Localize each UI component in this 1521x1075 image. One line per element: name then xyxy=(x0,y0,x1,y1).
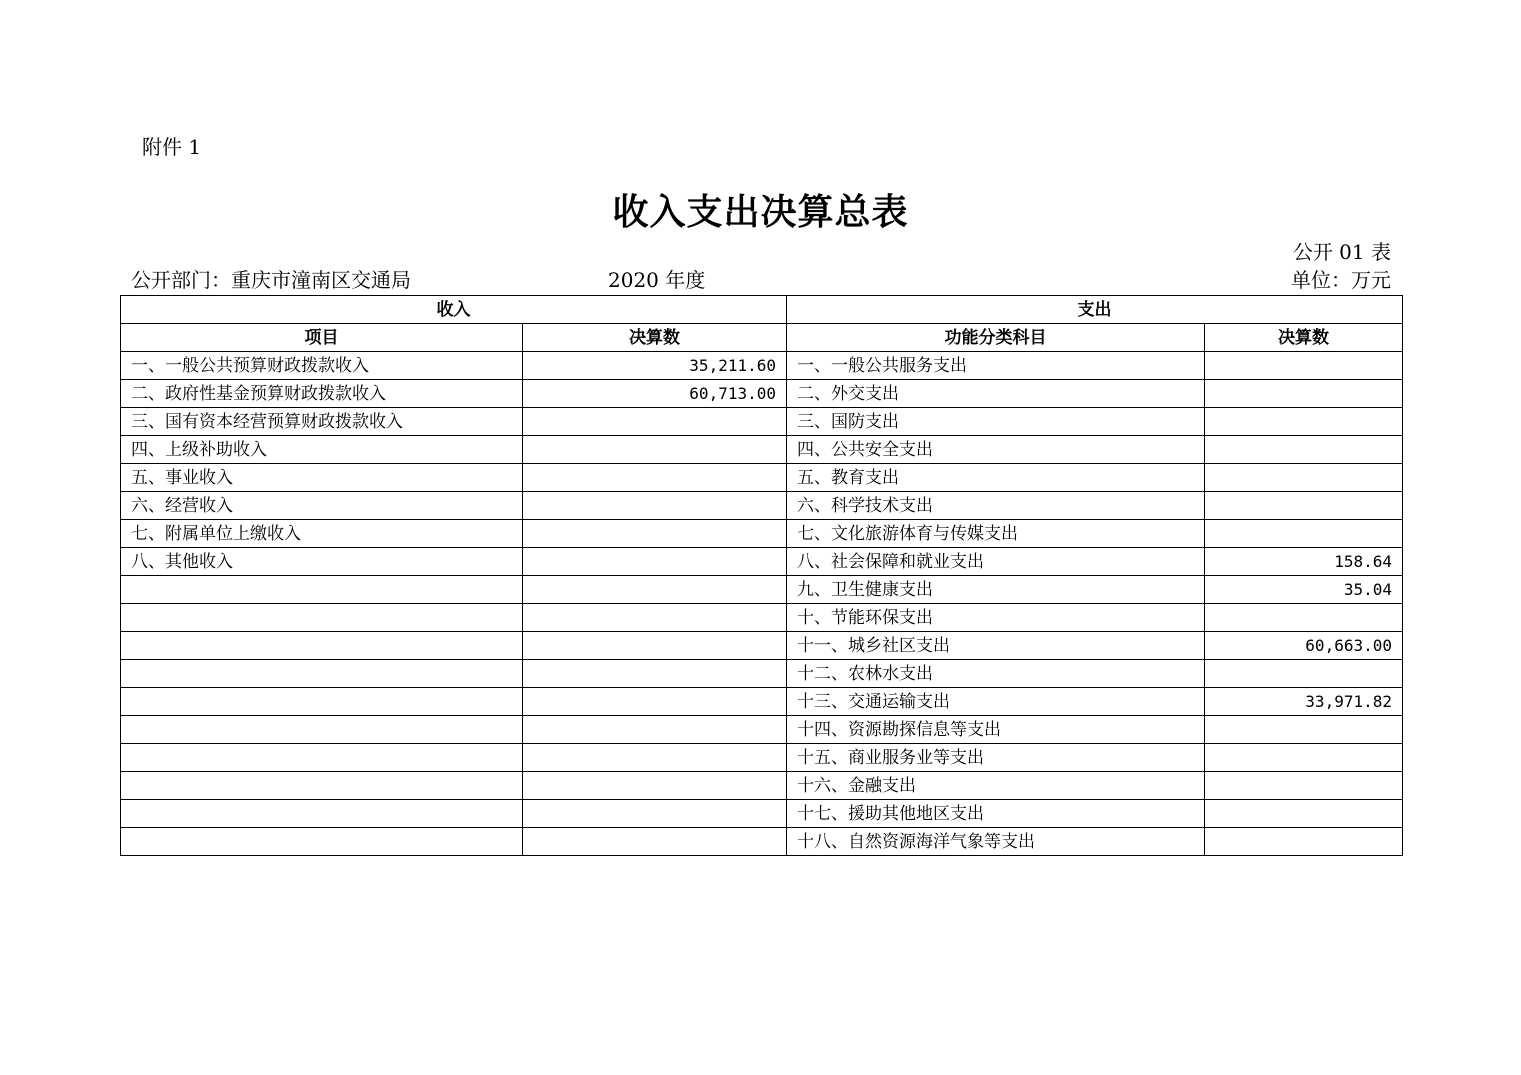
income-amount-cell xyxy=(523,688,787,716)
income-amount-cell xyxy=(523,520,787,548)
expense-item-cell: 九、卫生健康支出 xyxy=(787,576,1205,604)
income-amount-cell: 35,211.60 xyxy=(523,352,787,380)
income-amount-cell xyxy=(523,660,787,688)
income-item-cell: 二、政府性基金预算财政拨款收入 xyxy=(121,380,523,408)
column-header-row xyxy=(121,324,1403,352)
income-amount-cell xyxy=(523,548,787,576)
income-item-cell: 六、经营收入 xyxy=(121,492,523,520)
expense-amount-cell xyxy=(1205,408,1403,436)
table-row xyxy=(121,436,1403,464)
expense-item-cell: 四、公共安全支出 xyxy=(787,436,1205,464)
expense-amount-cell xyxy=(1205,380,1403,408)
income-item-cell: 七、附属单位上缴收入 xyxy=(121,520,523,548)
expense-amount-cell: 60,663.00 xyxy=(1205,632,1403,660)
income-item-cell xyxy=(121,716,523,744)
unit-label: 单位：万元 xyxy=(1291,268,1391,292)
fiscal-year: 2020 年度 xyxy=(608,268,706,292)
group-header-row xyxy=(121,296,1403,324)
table-row xyxy=(121,772,1403,800)
expense-item-cell: 十三、交通运输支出 xyxy=(787,688,1205,716)
table-body xyxy=(121,352,1403,856)
expense-amount-cell xyxy=(1205,772,1403,800)
expense-amount-cell xyxy=(1205,436,1403,464)
table-row xyxy=(121,548,1403,576)
expense-item-cell: 八、社会保障和就业支出 xyxy=(787,548,1205,576)
income-amount-cell xyxy=(523,772,787,800)
expense-item-cell: 三、国防支出 xyxy=(787,408,1205,436)
income-item-cell xyxy=(121,800,523,828)
expense-amount-cell xyxy=(1205,660,1403,688)
department-label: 公开部门：重庆市潼南区交通局 xyxy=(131,268,411,292)
income-item-cell xyxy=(121,604,523,632)
expense-group-header: 支出 xyxy=(787,296,1403,324)
column-header-expense-amount: 决算数 xyxy=(1205,324,1403,352)
income-amount-cell xyxy=(523,576,787,604)
income-item-cell: 八、其他收入 xyxy=(121,548,523,576)
income-item-cell xyxy=(121,828,523,856)
expense-item-cell: 十二、农林水支出 xyxy=(787,660,1205,688)
income-amount-cell xyxy=(523,492,787,520)
attachment-label: 附件 1 xyxy=(142,135,202,159)
expense-amount-cell xyxy=(1205,828,1403,856)
income-group-header: 收入 xyxy=(121,296,787,324)
table-row xyxy=(121,828,1403,856)
table-row xyxy=(121,604,1403,632)
table-row xyxy=(121,716,1403,744)
expense-amount-cell: 33,971.82 xyxy=(1205,688,1403,716)
income-amount-cell xyxy=(523,604,787,632)
expense-item-cell: 六、科学技术支出 xyxy=(787,492,1205,520)
page-title: 收入支出决算总表 xyxy=(612,192,909,233)
table-row xyxy=(121,744,1403,772)
income-item-cell: 五、事业收入 xyxy=(121,464,523,492)
income-item-cell xyxy=(121,660,523,688)
income-amount-cell xyxy=(523,408,787,436)
income-item-cell xyxy=(121,688,523,716)
income-amount-cell xyxy=(523,436,787,464)
expense-item-cell: 五、教育支出 xyxy=(787,464,1205,492)
table-row xyxy=(121,352,1403,380)
income-item-cell xyxy=(121,772,523,800)
column-header-income-amount: 决算数 xyxy=(523,324,787,352)
expense-item-cell: 十五、商业服务业等支出 xyxy=(787,744,1205,772)
expense-amount-cell xyxy=(1205,604,1403,632)
table-row xyxy=(121,464,1403,492)
expense-item-cell: 十八、自然资源海洋气象等支出 xyxy=(787,828,1205,856)
column-header-item: 项目 xyxy=(121,324,523,352)
expense-amount-cell xyxy=(1205,800,1403,828)
income-amount-cell xyxy=(523,744,787,772)
table-row xyxy=(121,576,1403,604)
table-row xyxy=(121,800,1403,828)
table-row xyxy=(121,632,1403,660)
income-item-cell: 三、国有资本经营预算财政拨款收入 xyxy=(121,408,523,436)
income-item-cell xyxy=(121,632,523,660)
table-row xyxy=(121,380,1403,408)
expense-item-cell: 十四、资源勘探信息等支出 xyxy=(787,716,1205,744)
expense-amount-cell xyxy=(1205,464,1403,492)
income-item-cell xyxy=(121,576,523,604)
income-amount-cell xyxy=(523,828,787,856)
income-amount-cell xyxy=(523,464,787,492)
expense-item-cell: 七、文化旅游体育与传媒支出 xyxy=(787,520,1205,548)
expense-item-cell: 十六、金融支出 xyxy=(787,772,1205,800)
income-amount-cell xyxy=(523,632,787,660)
income-amount-cell xyxy=(523,716,787,744)
expense-item-cell: 十一、城乡社区支出 xyxy=(787,632,1205,660)
table-row xyxy=(121,492,1403,520)
column-header-function: 功能分类科目 xyxy=(787,324,1205,352)
expense-amount-cell: 158.64 xyxy=(1205,548,1403,576)
expense-item-cell: 一、一般公共服务支出 xyxy=(787,352,1205,380)
income-item-cell: 一、一般公共预算财政拨款收入 xyxy=(121,352,523,380)
expense-item-cell: 十七、援助其他地区支出 xyxy=(787,800,1205,828)
income-item-cell: 四、上级补助收入 xyxy=(121,436,523,464)
expense-amount-cell: 35.04 xyxy=(1205,576,1403,604)
expense-amount-cell xyxy=(1205,492,1403,520)
expense-item-cell: 二、外交支出 xyxy=(787,380,1205,408)
table-row xyxy=(121,520,1403,548)
expense-amount-cell xyxy=(1205,520,1403,548)
table-row xyxy=(121,688,1403,716)
form-code: 公开 01 表 xyxy=(1292,240,1391,264)
income-item-cell xyxy=(121,744,523,772)
income-amount-cell: 60,713.00 xyxy=(523,380,787,408)
expense-item-cell: 十、节能环保支出 xyxy=(787,604,1205,632)
table-row xyxy=(121,408,1403,436)
expense-amount-cell xyxy=(1205,744,1403,772)
income-amount-cell xyxy=(523,800,787,828)
income-expense-table xyxy=(120,295,1403,856)
table-row xyxy=(121,660,1403,688)
expense-amount-cell xyxy=(1205,716,1403,744)
expense-amount-cell xyxy=(1205,352,1403,380)
